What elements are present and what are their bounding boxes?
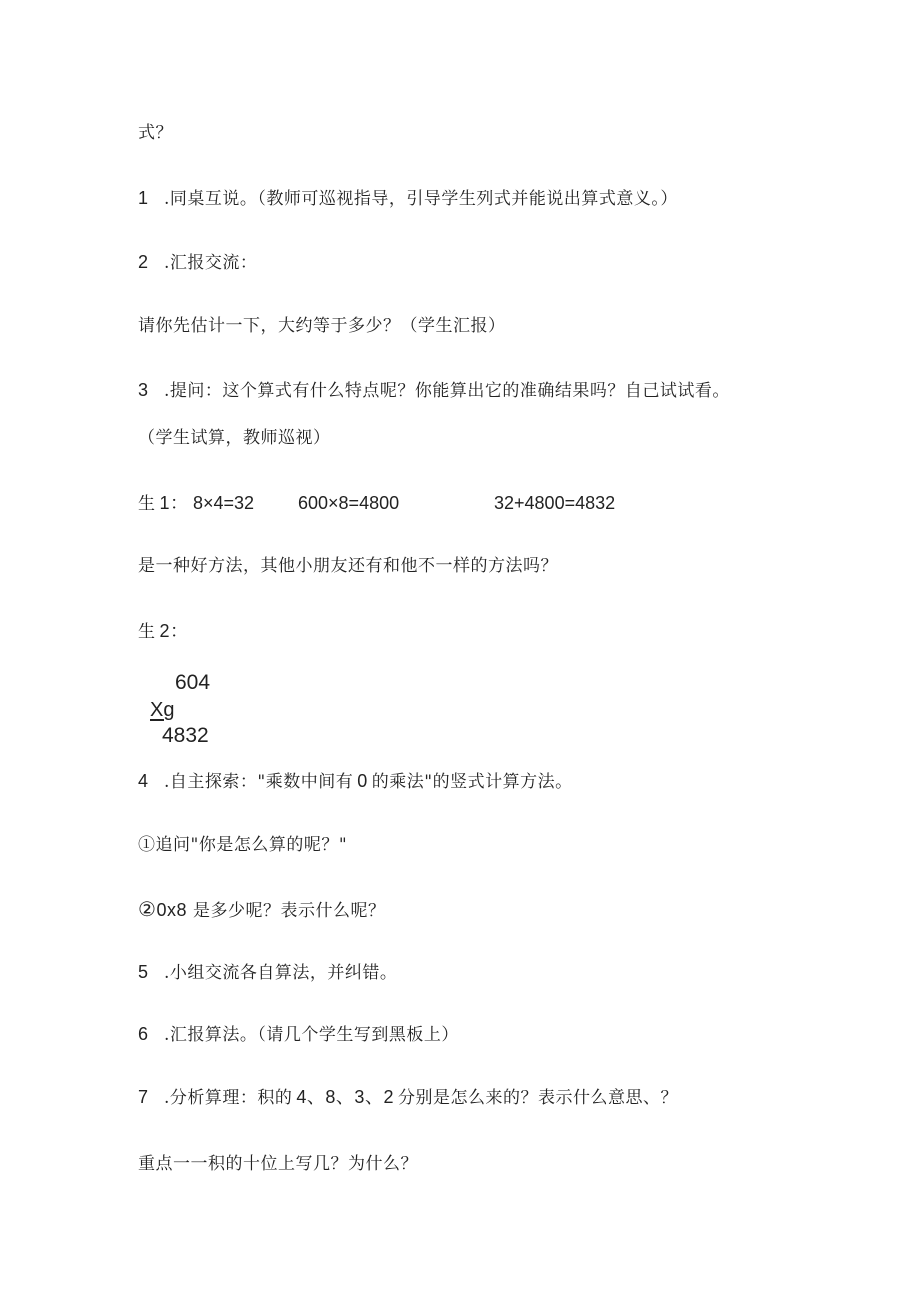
item-text: .汇报交流： <box>164 253 258 273</box>
student-1-equation-3: 32+4800=4832 <box>494 493 616 513</box>
vertical-product: 4832 <box>162 724 209 747</box>
vertical-multiplicand: 604 <box>175 671 211 694</box>
sub-item-1: ①追问"你是怎么算的呢？" <box>138 835 348 855</box>
circled-number: ② <box>138 897 157 921</box>
student-label: 生 <box>138 494 156 514</box>
item-text: .提问：这个算式有什么特点呢？你能算出它的准确结果吗？自己试试看。 <box>164 381 730 401</box>
item-text: .自主探索："乘数中间有 <box>164 772 354 792</box>
item-text: .同桌互说。（教师可巡视指导，引导学生列式并能说出算式意义。） <box>164 189 678 209</box>
vertical-multiplier: Xg <box>150 699 175 721</box>
item-3 <box>138 378 730 403</box>
student-number: 1： <box>159 493 189 513</box>
item-number: 4 <box>138 771 149 791</box>
item-number: 7 <box>138 1087 149 1107</box>
good-method-comment: 是一种好方法，其他小朋友还有和他不一样的方法吗？ <box>138 556 558 576</box>
key-point: 重点一一积的十位上写几？为什么？ <box>138 1154 418 1174</box>
item-number: 6 <box>138 1024 149 1044</box>
student-1-equation-2: 600×8=4800 <box>298 493 400 513</box>
estimate-question: 请你先估计一下，大约等于多少？（学生汇报） <box>138 316 506 336</box>
item-text-cont: 的乘法"的竖式计算方法。 <box>371 772 573 792</box>
student-1-equation-1: 8×4=32 <box>193 493 255 513</box>
item-text: .小组交流各自算法，并纠错。 <box>164 963 398 983</box>
item-text: .汇报算法。（请几个学生写到黑板上） <box>164 1025 459 1045</box>
item-text: .分析算理：积的 <box>164 1088 293 1108</box>
item-number: 3 <box>138 380 149 400</box>
item-4 <box>138 769 573 794</box>
item-6 <box>138 1022 459 1047</box>
zero-digit: 0 <box>357 771 368 791</box>
text-line-continuation: 式？ <box>138 123 173 143</box>
sub-item-2 <box>138 897 385 923</box>
item-1 <box>138 186 678 211</box>
item-number: 2 <box>138 252 149 272</box>
student-number: 2： <box>159 621 189 641</box>
item-text-cont: 分别是怎么来的？表示什么意思、？ <box>397 1088 678 1108</box>
item-number: 1 <box>138 188 149 208</box>
product-digits: 4、8、3、2 <box>296 1087 394 1107</box>
item-number: 5 <box>138 962 149 982</box>
sub-item-text: 是多少呢？表示什么呢？ <box>192 901 386 921</box>
expression: 0x8 <box>156 900 187 920</box>
item-7 <box>138 1085 678 1110</box>
student-trial-note: （学生试算，教师巡视） <box>138 428 331 448</box>
item-5 <box>138 960 397 985</box>
student-2-label <box>138 619 189 644</box>
item-2 <box>138 250 257 275</box>
student-1-label <box>138 491 189 516</box>
student-label: 生 <box>138 622 156 642</box>
